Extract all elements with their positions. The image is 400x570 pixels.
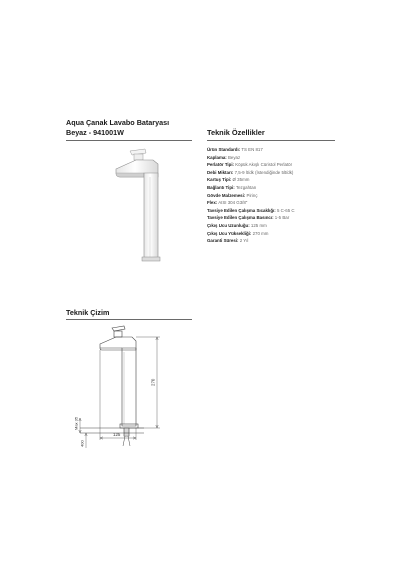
spec-label: Kartuş Tipi: <box>207 177 232 183</box>
spec-value: 270 mm <box>251 230 269 236</box>
spec-value: Tezgahtan <box>234 184 257 190</box>
technical-divider <box>66 319 192 320</box>
product-title <box>66 118 186 137</box>
title-divider <box>66 140 192 141</box>
spec-value: 125 mm <box>249 222 267 228</box>
spec-row <box>207 154 377 162</box>
spec-value: Köpük Akışlı Cüristol Perlatör <box>234 162 293 168</box>
dim-spout-label: 125 <box>113 432 121 438</box>
spec-row <box>207 237 377 245</box>
spec-row <box>207 161 377 169</box>
spec-value: AISI 304 G3/8" <box>217 200 248 206</box>
spec-label: Ürün Standardı: <box>207 147 241 152</box>
technical-drawing <box>66 322 186 448</box>
spec-value: Ø 35mm <box>231 177 250 183</box>
spec-label: Çıkış Ucu Yüksekliği: <box>207 230 252 236</box>
spec-value: TS EN 817 <box>240 147 263 152</box>
spec-row <box>207 207 377 215</box>
spec-row <box>207 230 377 238</box>
spec-row <box>207 192 377 200</box>
specs-divider <box>207 140 335 141</box>
spec-label: Bağlantı Tipi: <box>207 184 235 190</box>
dim-height-label: 270 <box>150 378 156 386</box>
spec-value: 2 Yıl <box>238 238 249 244</box>
dim-base-label: Max 35 <box>73 416 79 430</box>
spec-label: Tavsiye Edilen Çalışma Sıcaklığı: <box>207 207 276 213</box>
spec-row <box>207 169 377 177</box>
spec-label: Debi Miktarı: <box>207 169 234 175</box>
specs-list <box>207 146 377 245</box>
spec-value: 5 C-65 C <box>275 207 295 213</box>
spec-label: Gövde Malzemesi: <box>207 192 246 198</box>
spec-row <box>207 146 377 154</box>
spec-value: 1-5 Bar <box>273 215 290 221</box>
spec-row <box>207 176 377 184</box>
spec-label: Çıkış Ucu Uzunluğu: <box>207 222 250 228</box>
dim-flex-label: 400 <box>79 440 85 447</box>
spec-value: 7,5-9 lt/dk (İstendiğinde 5lt/dk) <box>233 169 294 175</box>
spec-row <box>207 199 377 207</box>
spec-label: Garanti Süresi: <box>207 238 239 244</box>
technical-drawing-heading: Teknik Çizim <box>66 308 110 317</box>
spec-row <box>207 214 377 222</box>
spec-label: Tavsiye Edilen Çalışma Basıncı: <box>207 215 274 221</box>
spec-value: Beyaz <box>226 154 241 160</box>
spec-row <box>207 222 377 230</box>
specs-heading: Teknik Özellikler <box>207 128 265 137</box>
faucet-product-image <box>108 147 168 265</box>
spec-value: Pirinç <box>245 192 258 198</box>
spec-label: Flex: <box>207 200 218 206</box>
spec-row <box>207 184 377 192</box>
product-title-line2: Beyaz - 941001W <box>66 127 124 137</box>
product-title-line1: Aqua Çanak Lavabo Bataryası <box>66 118 170 127</box>
spec-label: Perlatör Tipi: <box>207 162 234 168</box>
spec-label: Kaplama: <box>207 154 227 160</box>
